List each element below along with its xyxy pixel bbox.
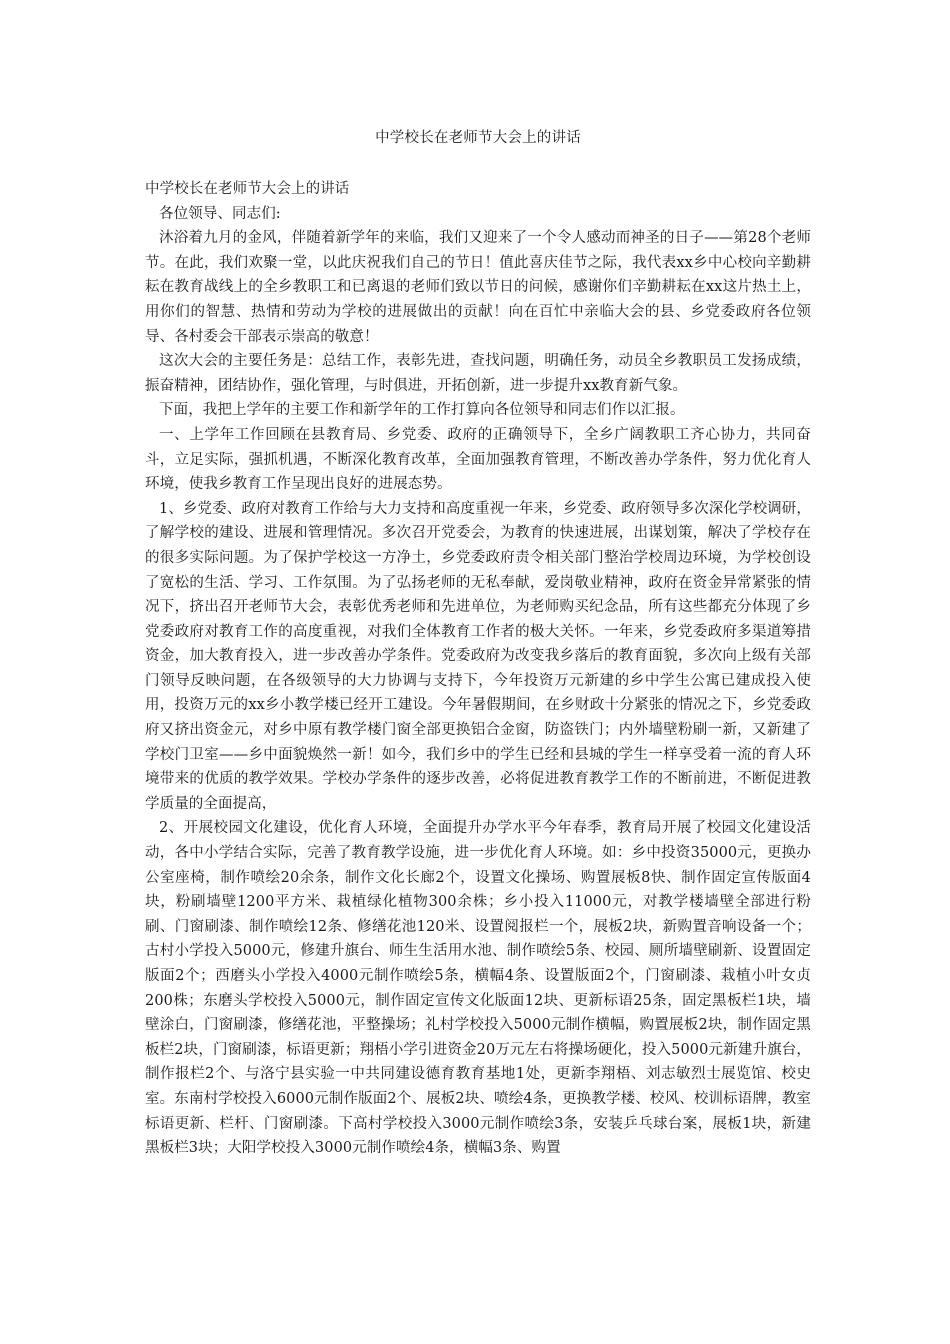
paragraph-main-tasks: 这次大会的主要任务是：总结工作，表彰先进，查找问题，明确任务，动员全乡教职员工发扬成绩，振奋精神，团结协作，强化管理，与时俱进，开拓创新，进一步提升xx教育新气象。 — [145, 353, 811, 394]
paragraph-item-two: 2、开展校园文化建设，优化育人环境，全面提升办学水平今年春季，教育局开展了校园文化建设活动，各中小学结合实际，完善了教育教学设施，进一步优化育人环境。如：乡中投资35000元，更换办公室座椅，制作喷绘20余条，制作文化长廊2个，设置文化操场、购置展板8快、制作固定宣传版面4块，粉刷墙壁1200平方米、栽植绿化植物300余株；乡小投入11000元，对教学楼墙壁全部进行粉刷、门窗刷漆、制作喷绘12条、修缮花池120米、设置阅报栏一个，展板2块，新购置音响设备一个；古村小学投入5000元，修建升旗台、师生生活用水池、制作喷绘5条、校园、厕所墙壁刷新、设置固定版面2个；西磨头小学投入4000元制作喷绘5条，横幅4条、设置版面2个，门窗刷漆、栽植小叶女贞200株；东磨头学校投入5000元，制作固定宣传文化版面12块、更新标语25条，固定黑板栏1块，墙壁涂白，门窗刷漆，修缮花池，平整操场；礼村学校投入5000元制作横幅，购置展板2块，制作固定黑板栏2块，门窗刷漆，标语更新；翔梧小学引进资金20万元左右将操场硬化，投入5000元新建升旗台，制作报栏2个、与洛宁县实验一中共同建设德育教育基地1处，更新李翔梧、刘志敏烈士展览馆、校史室。东南村学校投入6000元制作版面2个、展板2块、喷绘4条，更换教学楼、校风、校训标语牌，教室标语更新、栏杆、门窗刷漆。下高村学校投入3000元制作喷绘3条，安装乒乓球台案，展板1块，新建黑板栏3块；大阳学校投入3000元制作喷绘4条，横幅3条、购置 — [145, 820, 811, 1157]
paragraph-item-one: 1、乡党委、政府对教育工作给与大力支持和高度重视一年来，乡党委、政府领导多次深化学校调研，了解学校的建设、进展和管理情况。多次召开党委会，为教育的快速进展，出谋划策，解决了学校存在的很多实际问题。为了保护学校这一方净土，乡党委政府责令相关部门整治学校周边环境，为学校创设了宽松的生活、学习、工作氛围。为了弘扬老师的无私奉献，爱岗敬业精神，政府在资金异常紧张的情况下，挤出召开老师节大会，表彰优秀老师和先进单位，为老师购买纪念品，所有这些都充分体现了乡党委政府对教育工作的高度重视，对我们全体教育工作者的极大关怀。一年来，乡党委政府多渠道筹措资金，加大教育投入，进一步改善办学条件。党委政府为改变我乡落后的教育面貌，多次向上级有关部门领导反映问题，在各级领导的大力协调与支持下，今年投资万元新建的乡中学生公寓已建成投入使用，投资万元的xx乡小教学楼已经开工建设。今年暑假期间，在乡财政十分紧张的情况之下，乡党委政府又挤出资金元，对乡中原有教学楼门窗全部更换铝合金窗，防盗铁门；内外墙壁粉刷一新，又新建了学校门卫室——乡中面貌焕然一新！如今，我们乡中的学生已经和县城的学生一样享受着一流的育人环境带来的优质的教学效果。学校办学条件的逐步改善，必将促进教育教学工作的不断前进，不断促进教学质量的全面提高， — [145, 500, 811, 812]
paragraph-section-one: 一、上学年工作回顾在县教育局、乡党委、政府的正确领导下，全乡广阔教职工齐心协力，共同奋斗，立足实际，强抓机遇，不断深化教育改革，全面加强教育管理，不断改善办学条件，努力优化育人环境，使我乡教育工作呈现出良好的进展态势。 — [145, 426, 811, 493]
document-subtitle: 中学校长在老师节大会上的讲话 — [145, 181, 350, 197]
document-title: 中学校长在老师节大会上的讲话 — [375, 130, 581, 146]
paragraph-report-intro: 下面，我把上学年的主要工作和新学年的工作打算向各位领导和同志们作以汇报。 — [159, 402, 685, 419]
paragraph-opening: 沐浴着九月的金风，伴随着新学年的来临，我们又迎来了一个令人感动而神圣的日子——第28个老师节。在此，我们欢聚一堂，以此庆祝我们自己的节日！值此喜庆佳节之际，我代表xx乡中心校向辛勤耕耘在教育战线上的全乡教职工和已离退的老师们致以节日的问候，感谢你们辛勤耕耘在xx这片热土上，用你们的智慧、热情和劳动为学校的进展做出的贡献！向在百忙中亲临大会的县、乡党委政府各位领导、各村委会干部表示崇高的敬意！ — [145, 230, 811, 345]
paragraph-salutation: 各位领导、同志们: — [159, 205, 281, 222]
document-body — [145, 177, 811, 1161]
